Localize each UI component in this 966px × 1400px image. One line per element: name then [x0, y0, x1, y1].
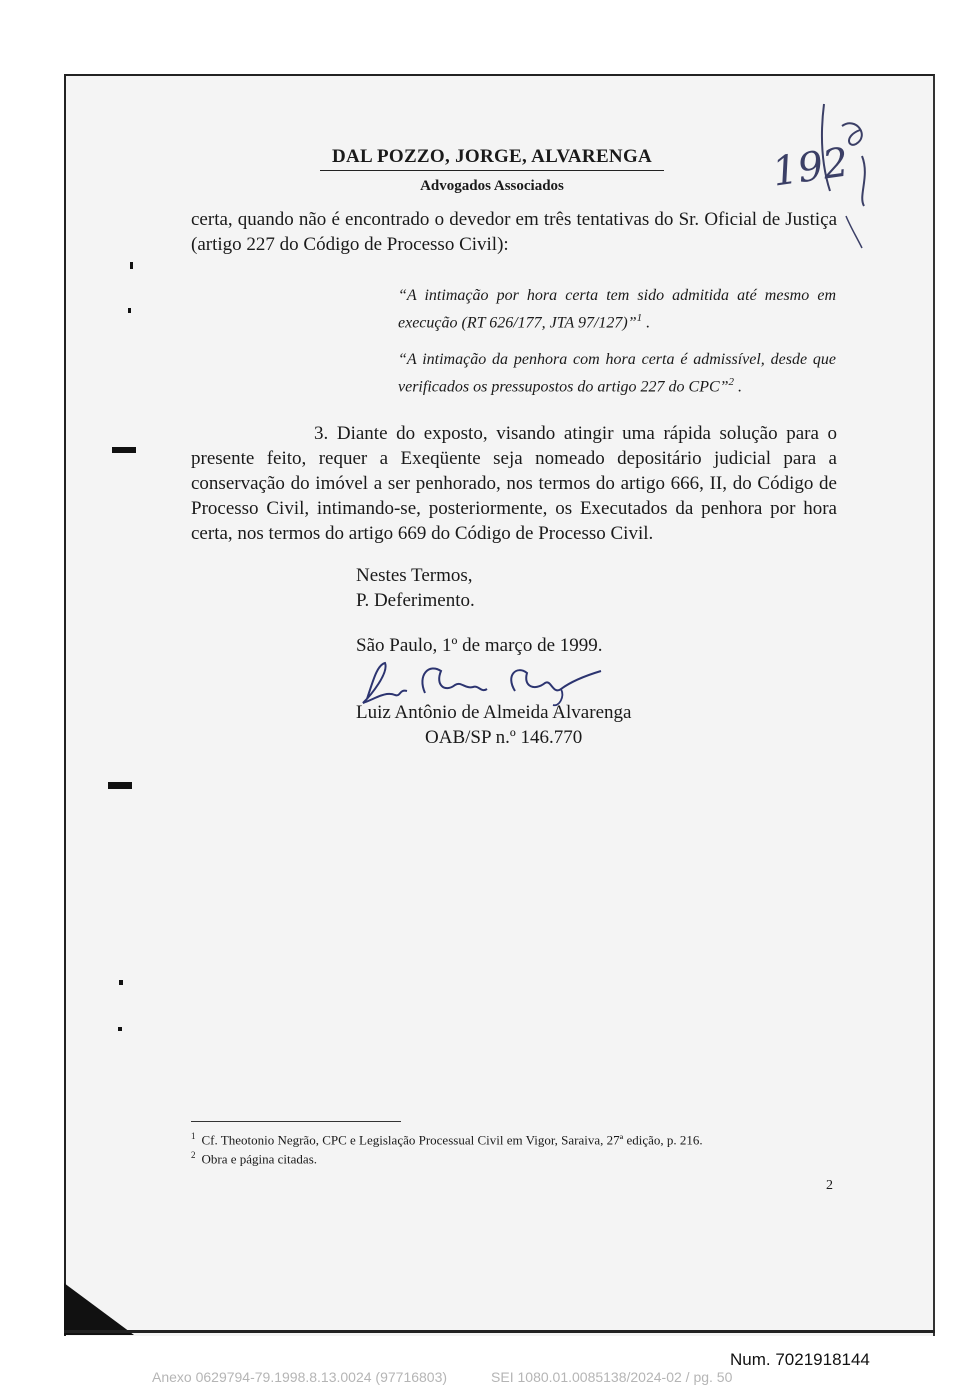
document-date: São Paulo, 1º de março de 1999.: [356, 635, 603, 656]
quote-1: “A intimação por hora certa tem sido admitida até mesmo em execução (RT 626/177, JTA 97/127)”$^1$ .: [398, 287, 836, 332]
firm-subtitle: Advogados Associados: [420, 178, 564, 194]
scan-corner-shadow: [64, 1283, 134, 1335]
quote-1-text: “A intimação por hora certa tem sido admitida até mesmo em execução (RT 626/177, JTA 97/127)”: [398, 287, 836, 332]
punch-mark: [108, 782, 132, 789]
footnote-2-number: 2: [191, 1150, 196, 1160]
footnote-ref-2: 2: [728, 376, 735, 388]
sei-reference: SEI 1080.01.0085138/2024-02 / pg. 50: [491, 1369, 733, 1385]
body-paragraph-3: 3. Diante do exposto, visando atingir uma rápida solução para o presente feito, requer a Exeqüente seja nomeado depositário judicial para a conservação do imóvel a ser penhorado, nos termos do artigo 666, II, do Código de Processo Civil, intimando-se, posteriormente, os Executados da penhora por hora certa, nos termos do artigo 669 do Código de Processo Civil.: [191, 423, 837, 544]
quote-2: “A intimação da penhora com hora certa é admissível, desde que verificados os pressupostos do artigo 227 do CPC”$^2$ .: [398, 351, 836, 396]
footnote-2-text: Obra e página citadas.: [201, 1151, 318, 1167]
page-number: 2: [826, 1178, 833, 1193]
footnote-1-text: Cf. Theotonio Negrão, CPC e Legislação Processual Civil em Vigor, Saraiva, 27ª edição, p. 216.: [201, 1132, 703, 1148]
closing-line-2: P. Deferimento.: [356, 590, 475, 611]
document-id-number: Num. 7021918144: [730, 1350, 870, 1369]
body-paragraph-continuation: certa, quando não é encontrado o devedor em três tentativas do Sr. Oficial de Justiça (artigo 227 do Código de Processo Civil):: [191, 209, 837, 255]
scan-bottom-edge: [64, 1330, 935, 1333]
footnote-2: [191, 1146, 317, 1168]
footnote-1-number: 1: [191, 1131, 196, 1141]
punch-mark: [128, 308, 131, 313]
oab-registration: OAB/SP n.º 146.770: [425, 727, 583, 748]
quote-2-text: “A intimação da penhora com hora certa é admissível, desde que verificados os pressupostos do artigo 227 do CPC”: [398, 351, 836, 396]
footnote-divider: [191, 1121, 401, 1122]
footer-metadata: [152, 1369, 732, 1385]
punch-mark: [119, 980, 123, 985]
firm-name: DAL POZZO, JORGE, ALVARENGA: [320, 146, 664, 171]
handwritten-annotation-text: 192: [769, 139, 852, 196]
signatory-name: Luiz Antônio de Almeida Alvarenga: [356, 702, 632, 723]
footnote-ref-1: 1: [636, 312, 643, 324]
punch-mark: [130, 262, 133, 269]
punch-mark: [112, 447, 136, 453]
closing-line-1: Nestes Termos,: [356, 565, 473, 586]
punch-mark: [118, 1027, 122, 1031]
annex-reference: Anexo 0629794-79.1998.8.13.0024 (97716803): [152, 1369, 448, 1385]
